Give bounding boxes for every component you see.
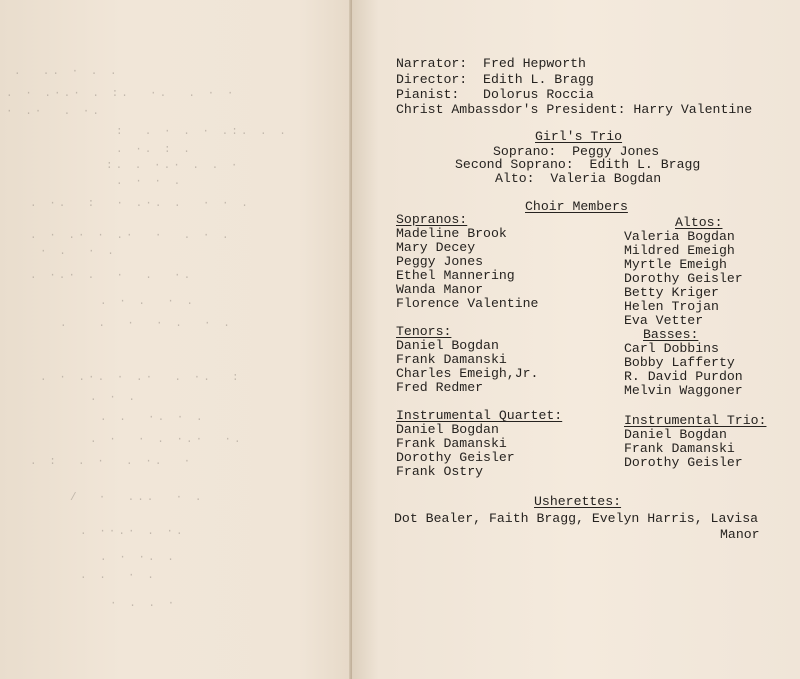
bleed-through-marks: · . · . [40,246,117,258]
bleed-through-marks: . · · . [116,176,184,188]
bleed-through-marks: . · . · . [100,296,197,308]
instrumental-trio-heading: Instrumental Trio: [624,413,767,428]
usherettes-heading: Usherettes: [534,494,622,509]
bass-name: Bobby Lafferty [624,355,735,370]
tenor-name: Daniel Bogdan [396,338,499,353]
trio-name: Frank Damanski [624,441,735,456]
girls-trio-soprano: Soprano: Peggy Jones [493,144,660,159]
bleed-through-marks: . ·. : . [116,144,193,156]
basses-heading: Basses: [643,327,699,342]
bleed-through-marks: · . . · [110,598,178,610]
pianist-line: Pianist: Dolorus Roccia [396,87,594,102]
soprano-name: Peggy Jones [396,254,484,269]
quartet-name: Frank Damanski [396,436,507,451]
alto-name: Helen Trojan [624,299,719,314]
bleed-through-marks: . ·. : · .·. . · · . [30,198,251,210]
bleed-through-marks: : . · . · .:. . . [116,126,289,138]
bleed-through-marks: · .· . ·. [6,106,103,118]
bass-name: Carl Dobbins [624,341,719,356]
trio-name: Daniel Bogdan [624,427,727,442]
instrumental-quartet-heading: Instrumental Quartet: [396,408,563,423]
bleed-through-marks: . · · . ·.· ·. [90,434,244,446]
bleed-through-marks: . . · . [80,570,157,582]
quartet-name: Daniel Bogdan [396,422,499,437]
girls-trio-heading: Girl's Trio [535,129,623,144]
usherettes-names-continued: Manor [720,527,760,542]
president-line: Christ Ambassdor's President: Harry Valentine [396,102,753,117]
bleed-through-marks: . · .·. · .· . ·. : [40,372,242,384]
left-page-bleed-through [0,0,352,679]
quartet-name: Dorothy Geisler [396,450,515,465]
alto-name: Betty Kriger [624,285,719,300]
bleed-through-marks: . · .·.· . :. ·. . · · [6,88,237,100]
trio-name: Dorothy Geisler [624,455,743,470]
bass-name: R. David Purdon [624,369,743,384]
alto-name: Eva Vetter [624,313,704,328]
bleed-through-marks: . : . · . ·. · [30,456,194,468]
soprano-name: Wanda Manor [396,282,484,297]
soprano-name: Ethel Mannering [396,268,515,283]
bleed-through-marks: . · .· · .· · . · . [30,230,232,242]
bleed-through-marks: . ·.· . · . ·. [30,270,194,282]
quartet-name: Frank Ostry [396,464,484,479]
soprano-name: Mary Decey [396,240,476,255]
usherettes-names: Dot Bealer, Faith Bragg, Evelyn Harris, Lavisa [394,511,759,526]
tenor-name: Fred Redmer [396,380,484,395]
bleed-through-marks: :. . ·.· . . · [106,160,241,172]
narrator-line: Narrator: Fred Hepworth [396,56,586,71]
girls-trio-alto: Alto: Valeria Bogdan [495,171,662,186]
altos-heading: Altos: [675,215,723,230]
tenors-heading: Tenors: [396,324,452,339]
bleed-through-marks: . · ·. . [100,552,177,564]
bleed-through-marks: . ··.· . ·. [80,526,186,538]
alto-name: Myrtle Emeigh [624,257,727,272]
alto-name: Mildred Emeigh [624,243,735,258]
girls-trio-second-soprano: Second Soprano: Edith L. Bragg [455,157,701,172]
bleed-through-marks: . . · · . · . [60,318,233,330]
choir-members-heading: Choir Members [525,199,628,214]
tenor-name: Charles Emeigh,Jr. [396,366,539,381]
tenor-name: Frank Damanski [396,352,507,367]
bleed-through-marks: . .. · . . [14,66,120,78]
alto-name: Valeria Bogdan [624,229,735,244]
alto-name: Dorothy Geisler [624,271,743,286]
sopranos-heading: Sopranos: [396,212,468,227]
director-line: Director: Edith L. Bragg [396,72,594,87]
soprano-name: Florence Valentine [396,296,539,311]
bleed-through-marks: . · . [90,392,139,404]
bass-name: Melvin Waggoner [624,383,743,398]
soprano-name: Madeline Brook [396,226,507,241]
bleed-through-marks: . . ·. · . [100,412,206,424]
bleed-through-marks: / · ... · . [70,492,205,504]
